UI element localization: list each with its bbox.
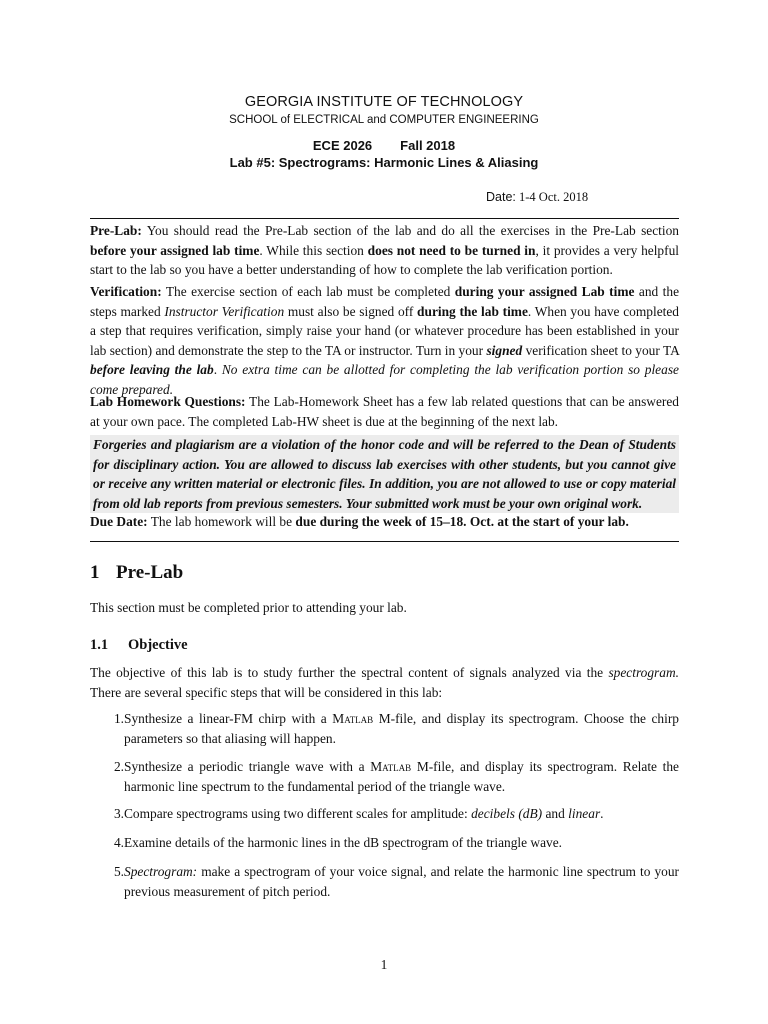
section-heading [90, 562, 183, 584]
verification-bold-italic-1: signed [486, 342, 523, 358]
verification-instructions [90, 282, 679, 399]
course-code: ECE 2026 [312, 138, 373, 153]
verification-text-3: must also be signed off [287, 303, 414, 319]
verification-label: Verification: [90, 284, 162, 299]
subsection-title: Objective [128, 637, 188, 653]
section-title: Pre-Lab [116, 562, 184, 583]
list-item-text [124, 862, 679, 901]
honor-code-warning: Forgeries and plagiarism are a violation of the honor code and will be referred to the Dean of Students for disciplinary action. You are allowed to discuss lab exercises with other students, but you cannot give or receive any written material or electronic files. In addition, you are not allowed to use or copy material from old lab reports from previous semesters. Your submitted work must be your own original work. [90, 435, 679, 513]
list-item-text [124, 709, 679, 748]
top-rule [90, 218, 679, 219]
list-item-number: 3. [113, 806, 124, 821]
prelab-bold-1: before your assigned lab time [90, 242, 260, 258]
subsection-heading [90, 637, 188, 654]
homework-instructions [90, 392, 679, 431]
course-line [0, 138, 768, 153]
objective-text: The objective of this lab is to study further the spectral content of signals analyzed via the [90, 665, 604, 680]
homework-label: Lab Homework Questions: [90, 394, 246, 409]
list-item-text-mid: and [545, 806, 565, 821]
prelab-text-2: . While this section [259, 242, 364, 258]
school-name: SCHOOL of ELECTRICAL and COMPUTER ENGINEERING [229, 114, 539, 126]
verification-italic-1: Instructor Verification [164, 303, 285, 319]
prelab-bold-2: does not need to be turned in [367, 242, 536, 258]
list-item-text [124, 804, 679, 824]
list-item-number: 2. [113, 759, 124, 774]
list-item-text-b: M-file, and display its spectrogram. Relate the harmonic line spectrum to the fundamental period of the triangle wave. [124, 759, 679, 794]
homework-text: The Lab-Homework Sheet has a few lab related questions that can be answered at your own pace. The completed Lab-HW sheet is due at the beginning of the next lab. [90, 394, 679, 429]
list-item-text-a: Examine details of the harmonic lines in the dB spectrogram of the triangle wave. [124, 835, 563, 850]
bottom-rule [90, 541, 679, 542]
lab-date [486, 190, 588, 205]
verification-text-6: . [213, 362, 218, 377]
date-label: Date: [486, 190, 516, 204]
list-item-text-a: Compare spectrograms using two different scales for amplitude: [124, 806, 468, 821]
prelab-text-3: , it provides a very helpful start to the lab so you have a better understanding of how to complete the lab verification portion. [90, 242, 679, 277]
list-item-text-end: . [600, 806, 604, 821]
list-item-number: 5. [113, 864, 124, 879]
list-item-text [124, 757, 679, 796]
list-item-number: 1. [113, 711, 124, 726]
verification-italic-2: No extra time can be allotted for completing the lab verification portion so please come prepared. [90, 362, 679, 397]
list-item-text-a: Synthesize a linear-FM chirp with a [124, 711, 327, 726]
verification-bold-2: during the lab time [417, 303, 528, 319]
date-value: 1-4 Oct. 2018 [519, 190, 589, 204]
due-label: Due Date: [90, 514, 148, 529]
verification-text-1: The exercise section of each lab must be completed [165, 284, 451, 299]
section-intro: This section must be completed prior to attending your lab. [90, 600, 407, 615]
prelab-instructions [90, 221, 679, 280]
objective-italic: spectrogram. [608, 665, 679, 680]
verification-bold-1: during your assigned Lab time [454, 284, 635, 299]
institution-name: GEORGIA INSTITUTE OF TECHNOLOGY [244, 94, 524, 110]
verification-text-4: . When you have completed a step that requires verification, simply raise your hand (or whatever procedure has been established in your lab section) and demonstrate the step to the TA or instructor. Turn in your [90, 303, 679, 358]
section-number: 1 [90, 562, 100, 583]
verification-text-2: and the steps marked [90, 284, 680, 319]
due-text: The lab homework will be [150, 514, 293, 529]
lab-title: Lab #5: Spectrograms: Harmonic Lines & Aliasing [229, 155, 539, 170]
list-item-text-a: make a spectrogram of your voice signal, and relate the harmonic line spectrum to your previous measurement of pitch period. [124, 864, 679, 899]
list-item-text-b: M-file, and display its spectrogram. Choose the chirp parameters so that aliasing will happen. [124, 711, 680, 746]
objective-paragraph [90, 663, 679, 702]
subsection-number: 1.1 [90, 637, 109, 653]
list-item-italic-2: linear [568, 806, 601, 821]
verification-bold-italic-2: before leaving the lab [90, 362, 214, 377]
list-item-number: 4. [113, 835, 124, 850]
list-item-text [124, 833, 679, 853]
verification-text-5: verification sheet to your TA [525, 342, 679, 358]
list-item-text-a: Synthesize a periodic triangle wave with a [124, 759, 365, 774]
list-item-italic-lead: Spectrogram: [124, 864, 198, 879]
due-bold: due during the week of 15–18. Oct. at the start of your lab. [295, 514, 629, 529]
matlab-name: Matlab [332, 711, 374, 726]
course-term: Fall 2018 [400, 138, 456, 153]
matlab-name: Matlab [370, 759, 412, 774]
list-item-italic-1: decibels (dB) [471, 806, 543, 821]
due-date [90, 512, 679, 532]
objective-tail: There are several specific steps that will be considered in this lab: [90, 684, 443, 700]
page-number: 1 [380, 957, 388, 972]
prelab-text-1: You should read the Pre-Lab section of the lab and do all the exercises in the Pre-Lab section [146, 223, 679, 238]
prelab-label: Pre-Lab: [90, 223, 142, 238]
